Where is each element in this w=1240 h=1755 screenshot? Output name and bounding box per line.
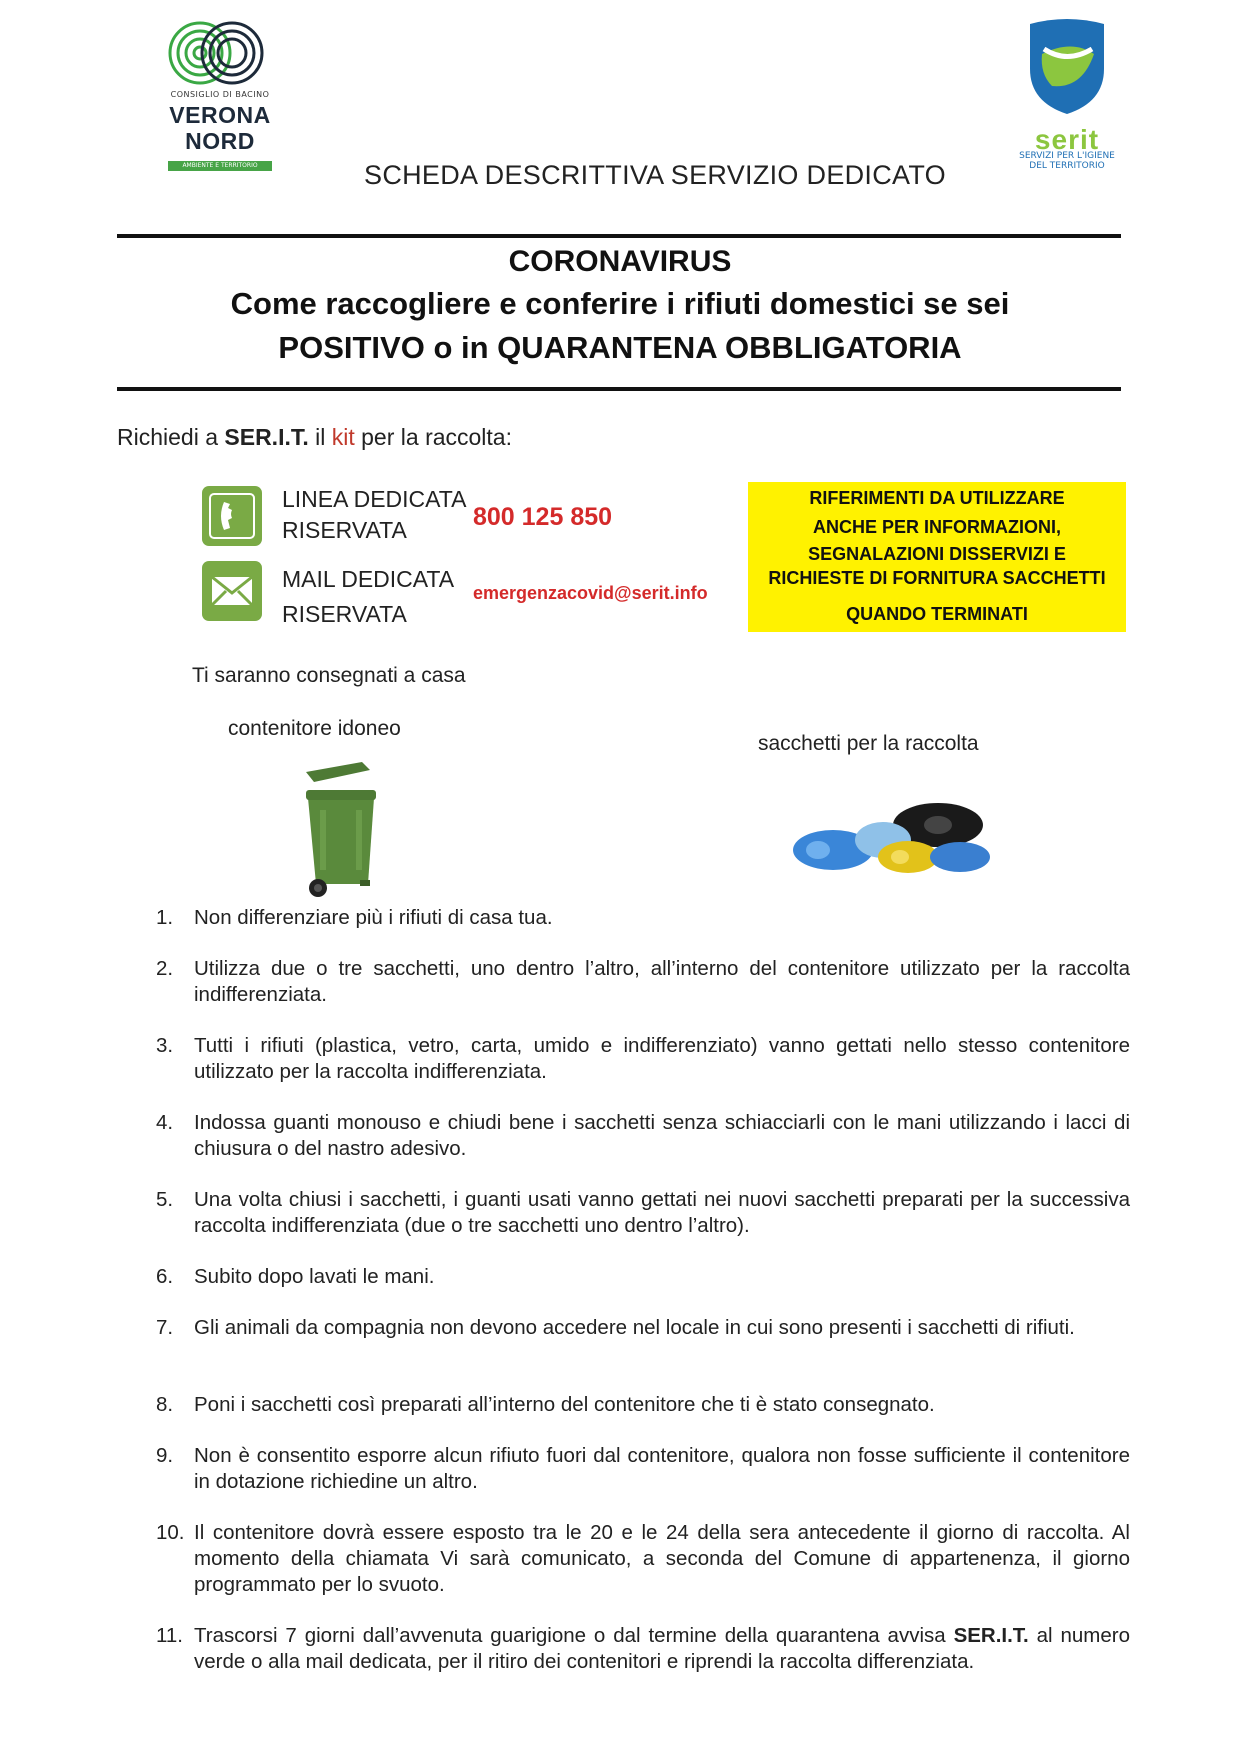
- rule-number: 4.: [156, 1111, 174, 1134]
- mail-label-line2: RISERVATA: [282, 601, 407, 627]
- rule-text: Tutti i rifiuti (plastica, vetro, carta, umido e indifferenziato) vanno gettati nello stesso contenitore utilizzato per la raccolta indifferenziata.: [194, 1034, 1130, 1083]
- rule-item-11: [156, 1623, 1130, 1675]
- phone-icon: [202, 486, 262, 546]
- rule-11-company: SER.I.T.: [953, 1624, 1029, 1647]
- request-kit: kit: [331, 424, 355, 450]
- title-coronavirus: CORONAVIRUS: [508, 245, 732, 278]
- verona-logo-line2: NORD: [185, 128, 255, 154]
- rule-item-3: [156, 1033, 1130, 1085]
- request-pre: Richiedi a: [117, 424, 225, 450]
- phone-label: [282, 484, 466, 546]
- phone-label-line2: RISERVATA: [282, 517, 407, 543]
- notice-line5: QUANDO TERMINATI: [846, 604, 1028, 624]
- rule-text: Non differenziare più i rifiuti di casa tua.: [194, 906, 553, 929]
- rule-number: 1.: [156, 906, 174, 929]
- notice-line2: ANCHE PER INFORMAZIONI,: [812, 517, 1061, 537]
- green-bin-image: [300, 760, 382, 900]
- rule-text: Indossa guanti monouso e chiudi bene i sacchetti senza schiacciarli con le mani utilizzando i lacci di chiusura o del nastro adesivo.: [194, 1111, 1130, 1160]
- rule-11-post: al numero verde o alla mail dedicata, per il ritiro dei contenitori e riprendi la raccolta differenziata.: [194, 1624, 1130, 1673]
- serit-tagline-line2: DEL TERRITORIO: [1029, 161, 1105, 171]
- serit-leaf-icon: [1012, 14, 1122, 124]
- request-mid: il: [308, 424, 332, 450]
- rule-text: Una volta chiusi i sacchetti, i guanti usati vanno gettati nei nuovi sacchetti preparati per la successiva raccolta indifferenziata (due o tre sacchetti uno dentro l’altro).: [194, 1188, 1130, 1237]
- notice-line4: RICHIESTE DI FORNITURA SACCHETTI: [768, 568, 1106, 588]
- request-company: SER.I.T.: [224, 424, 309, 450]
- mail-label: [282, 564, 454, 630]
- document-heading: SCHEDA DESCRITTIVA SERVIZIO DEDICATO: [364, 160, 946, 190]
- rule-text: Subito dopo lavati le mani.: [194, 1265, 435, 1288]
- serit-logo: [1012, 14, 1122, 174]
- rule-text: Il contenitore dovrà essere esposto tra le 20 e le 24 della sera antecedente il giorno di raccolta. Al momento della chiamata Vi sarà comunicato, a seconda del Comune di appartenenza, il giorno programmato per lo svuoto.: [194, 1521, 1130, 1596]
- rule-item-6: [156, 1264, 1130, 1290]
- verona-nord-rings-icon: [150, 18, 290, 90]
- rule-text: [194, 1623, 1130, 1675]
- title-positive: POSITIVO o in QUARANTENA OBBLIGATORIA: [278, 330, 962, 365]
- rule-number: 7.: [156, 1316, 174, 1339]
- verona-logo-strip: AMBIENTE E TERRITORIO: [168, 161, 272, 171]
- rule-number: 5.: [156, 1188, 174, 1211]
- phone-label-line1: LINEA DEDICATA: [282, 486, 467, 512]
- rule-text: Gli animali da compagnia non devono accedere nel locale in cui sono presenti i sacchetti di rifiuti.: [194, 1316, 1075, 1339]
- garbage-bags-image: [788, 795, 993, 877]
- rule-text: Non è consentito esporre alcun rifiuto fuori dal contenitore, qualora non fosse sufficiente il contenitore in dotazione richiedine un altro.: [194, 1444, 1130, 1493]
- rule-item-8: [156, 1392, 1130, 1418]
- mail-address[interactable]: emergenzacovid@serit.info: [473, 583, 708, 603]
- bags-caption: sacchetti per la raccolta: [758, 732, 979, 755]
- delivery-intro: Ti saranno consegnati a casa: [192, 664, 466, 687]
- contact-notice-box: [748, 482, 1126, 632]
- request-post: per la raccolta:: [354, 424, 512, 450]
- bin-caption: contenitore idoneo: [228, 717, 401, 740]
- rule-item-9: [156, 1443, 1130, 1495]
- verona-logo-subtitle: CONSIGLIO DI BACINO: [170, 90, 270, 99]
- phone-number[interactable]: 800 125 850: [473, 503, 613, 531]
- rule-number: 10.: [156, 1521, 185, 1544]
- serit-logo-word: serit: [1034, 124, 1100, 155]
- rule-item-4: [156, 1110, 1130, 1162]
- rule-text: Poni i sacchetti così preparati all’interno del contenitore che ti è stato consegnato.: [194, 1393, 935, 1416]
- rule-item-2: [156, 956, 1130, 1008]
- rule-number: 6.: [156, 1265, 174, 1288]
- mail-icon: [202, 561, 262, 621]
- notice-line1: RIFERIMENTI DA UTILIZZARE: [809, 488, 1065, 508]
- rule-item-7: [156, 1315, 1130, 1341]
- serit-tagline-line1: SERVIZI PER L'IGIENE: [1019, 151, 1115, 161]
- rule-number: 9.: [156, 1444, 174, 1467]
- title-subline: Come raccogliere e conferire i rifiuti domestici se sei: [230, 286, 1010, 321]
- top-rule: [117, 234, 1121, 238]
- rule-text: Utilizza due o tre sacchetti, uno dentro l’altro, all’interno del contenitore utilizzato per la raccolta indifferenziata.: [194, 957, 1130, 1006]
- verona-nord-logo: [150, 18, 290, 168]
- rule-number: 3.: [156, 1034, 174, 1057]
- rule-item-10: [156, 1520, 1130, 1598]
- rule-number: 2.: [156, 957, 174, 980]
- rule-number: 8.: [156, 1393, 174, 1416]
- mail-label-line1: MAIL DEDICATA: [282, 566, 455, 592]
- kit-request-line: [117, 424, 512, 451]
- verona-logo-line1: VERONA: [169, 102, 271, 128]
- notice-line3: SEGNALAZIONI DISSERVIZI E: [808, 544, 1066, 564]
- rule-item-1: [156, 905, 1130, 931]
- bottom-rule: [117, 387, 1121, 391]
- rule-item-5: [156, 1187, 1130, 1239]
- rule-number: 11.: [156, 1624, 183, 1647]
- rule-11-pre: Trascorsi 7 giorni dall’avvenuta guarigione o dal termine della quarantena avvisa: [194, 1624, 954, 1647]
